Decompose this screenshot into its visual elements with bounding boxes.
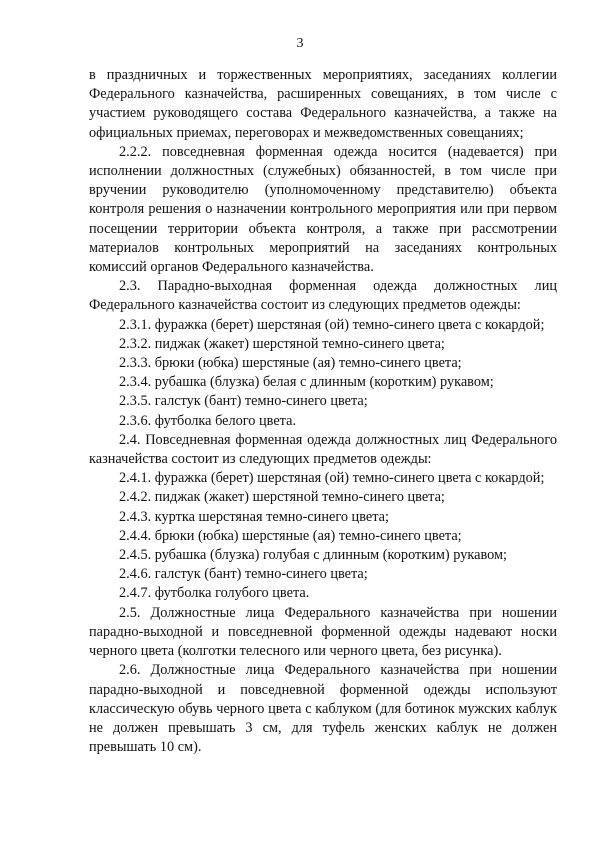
list-2-4 bbox=[89, 469, 557, 603]
list-item: 2.3.3. брюки (юбка) шерстяные (ая) темно-синего цвета; bbox=[119, 355, 462, 372]
list-item: 2.4.2. пиджак (жакет) шерстяной темно-синего цвета; bbox=[119, 489, 445, 506]
list-item: 2.4.1. фуражка (берет) шерстяная (ой) темно-синего цвета с кокардой; bbox=[119, 470, 545, 487]
paragraph-2-2-2: 2.2.2. повседневная форменная одежда носится (надевается) при исполнении должностных (служебных) обязанностей, в том числе при вручении руководителю (уполномоченному представителю) объекта контроля решения о назначении контрольного мероприятия или при первом посещении территории объекта контроля, а также при рассмотрении материалов контрольных мероприятий на заседаниях контрольных комиссий органов Федерального казначейства. bbox=[89, 143, 557, 276]
list-item: 2.3.6. футболка белого цвета. bbox=[119, 412, 297, 429]
paragraph-2-4: 2.4. Повседневная форменная одежда должностных лиц Федерального казначейства состоит из следующих предметов одежды: bbox=[89, 431, 557, 468]
paragraph-2-6: 2.6. Должностные лица Федерального казначейства при ношении парадно-выходной и повседневной форменной одежды используют классическую обувь черного цвета с каблуком (для ботинок мужских каблук не должен превышать 3 см, для туфель женских каблук не должен превышать 10 см). bbox=[89, 662, 557, 756]
paragraph-2-3: 2.3. Парадно-выходная форменная одежда должностных лиц Федерального казначейства состоит из следующих предметов одежды: bbox=[89, 278, 557, 314]
list-item: 2.4.6. галстук (бант) темно-синего цвета; bbox=[119, 566, 368, 583]
paragraph-continuation: в праздничных и торжественных мероприятиях, заседаниях коллегии Федерального казначейства, расширенных совещаниях, в том числе с участием руководящего состава Федерального казначейства, а также на официальных приемах, переговорах и межведомственных совещаниях; bbox=[89, 67, 557, 141]
list-item: 2.3.2. пиджак (жакет) шерстяной темно-синего цвета; bbox=[119, 335, 445, 352]
list-item: 2.4.5. рубашка (блузка) голубая с длинным (коротким) рукавом; bbox=[119, 547, 507, 564]
document-body bbox=[89, 66, 557, 757]
list-2-3 bbox=[89, 316, 557, 431]
list-item: 2.3.5. галстук (бант) темно-синего цвета; bbox=[119, 393, 368, 410]
paragraph-2-5: 2.5. Должностные лица Федерального казначейства при ношении парадно-выходной и повседневной форменной одежды надевают носки черного цвета (колготки телесного или черного цвета, без рисунка). bbox=[89, 604, 557, 660]
list-item: 2.4.7. футболка голубого цвета. bbox=[119, 585, 310, 602]
list-item: 2.3.1. фуражка (берет) шерстяная (ой) темно-синего цвета с кокардой; bbox=[119, 316, 545, 333]
list-item: 2.4.3. куртка шерстяная темно-синего цвета; bbox=[119, 508, 389, 525]
list-item: 2.4.4. брюки (юбка) шерстяные (ая) темно-синего цвета; bbox=[119, 527, 462, 544]
list-item: 2.3.4. рубашка (блузка) белая с длинным (коротким) рукавом; bbox=[119, 374, 494, 391]
page-number: 3 bbox=[296, 36, 304, 51]
